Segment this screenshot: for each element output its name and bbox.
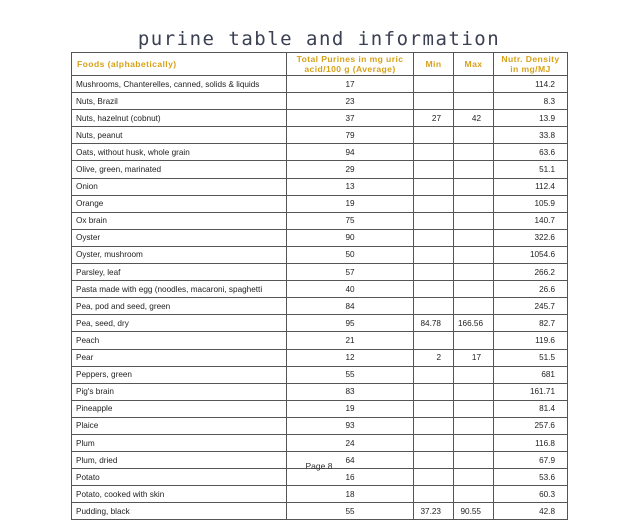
max-cell bbox=[454, 281, 494, 298]
max-cell bbox=[454, 469, 494, 486]
table-row bbox=[72, 383, 568, 400]
food-cell: Peach bbox=[72, 332, 287, 349]
max-cell bbox=[454, 246, 494, 263]
food-cell: Potato, cooked with skin bbox=[72, 486, 287, 503]
min-cell: 2 bbox=[414, 349, 454, 366]
min-cell bbox=[414, 93, 454, 110]
table-row bbox=[72, 298, 568, 315]
total-purines-cell: 90 bbox=[287, 229, 414, 246]
header-nutrient-density: Nutr. Density in mg/MJ bbox=[494, 53, 568, 76]
total-purines-cell: 13 bbox=[287, 178, 414, 195]
table-row bbox=[72, 417, 568, 434]
total-purines-cell: 55 bbox=[287, 366, 414, 383]
header-foods: Foods (alphabetically) bbox=[72, 53, 287, 76]
table-row bbox=[72, 349, 568, 366]
food-cell: Oyster bbox=[72, 229, 287, 246]
food-cell: Plum, dried bbox=[72, 452, 287, 469]
total-purines-cell: 16 bbox=[287, 469, 414, 486]
nutrient-density-cell: 257.6 bbox=[494, 417, 568, 434]
min-cell bbox=[414, 400, 454, 417]
table-row bbox=[72, 178, 568, 195]
header-total-purines: Total Purines in mg uric acid/100 g (Average) bbox=[287, 53, 414, 76]
nutrient-density-cell: 266.2 bbox=[494, 264, 568, 281]
nutrient-density-cell: 81.4 bbox=[494, 400, 568, 417]
food-cell: Orange bbox=[72, 195, 287, 212]
table-row bbox=[72, 315, 568, 332]
max-cell bbox=[454, 178, 494, 195]
nutrient-density-cell: 63.6 bbox=[494, 144, 568, 161]
total-purines-cell: 75 bbox=[287, 212, 414, 229]
food-cell: Nuts, peanut bbox=[72, 127, 287, 144]
table-body bbox=[72, 76, 568, 520]
table-row bbox=[72, 400, 568, 417]
min-cell bbox=[414, 195, 454, 212]
min-cell bbox=[414, 178, 454, 195]
nutrient-density-cell: 161.71 bbox=[494, 383, 568, 400]
table-row bbox=[72, 264, 568, 281]
nutrient-density-cell: 51.1 bbox=[494, 161, 568, 178]
nutrient-density-cell: 322.6 bbox=[494, 229, 568, 246]
table-row bbox=[72, 93, 568, 110]
total-purines-cell: 79 bbox=[287, 127, 414, 144]
table-row bbox=[72, 76, 568, 93]
max-cell bbox=[454, 212, 494, 229]
max-cell bbox=[454, 486, 494, 503]
total-purines-cell: 19 bbox=[287, 400, 414, 417]
nutrient-density-cell: 13.9 bbox=[494, 110, 568, 127]
max-cell bbox=[454, 229, 494, 246]
food-cell: Olive, green, marinated bbox=[72, 161, 287, 178]
total-purines-cell: 84 bbox=[287, 298, 414, 315]
nutrient-density-cell: 42.8 bbox=[494, 503, 568, 520]
max-cell bbox=[454, 298, 494, 315]
header-max: Max bbox=[454, 53, 494, 76]
total-purines-cell: 83 bbox=[287, 383, 414, 400]
total-purines-cell: 64 bbox=[287, 452, 414, 469]
food-cell: Onion bbox=[72, 178, 287, 195]
max-cell bbox=[454, 400, 494, 417]
food-cell: Parsley, leaf bbox=[72, 264, 287, 281]
total-purines-cell: 37 bbox=[287, 110, 414, 127]
min-cell bbox=[414, 486, 454, 503]
max-cell bbox=[454, 434, 494, 451]
nutrient-density-cell: 26.6 bbox=[494, 281, 568, 298]
table-row bbox=[72, 503, 568, 520]
nutrient-density-cell: 51.5 bbox=[494, 349, 568, 366]
min-cell bbox=[414, 281, 454, 298]
max-cell bbox=[454, 366, 494, 383]
food-cell: Pear bbox=[72, 349, 287, 366]
nutrient-density-cell: 112.4 bbox=[494, 178, 568, 195]
food-cell: Nuts, hazelnut (cobnut) bbox=[72, 110, 287, 127]
max-cell bbox=[454, 76, 494, 93]
table-row bbox=[72, 281, 568, 298]
purine-table bbox=[71, 52, 568, 520]
min-cell: 84.78 bbox=[414, 315, 454, 332]
nutrient-density-cell: 114.2 bbox=[494, 76, 568, 93]
total-purines-cell: 17 bbox=[287, 76, 414, 93]
nutrient-density-cell: 105.9 bbox=[494, 195, 568, 212]
total-purines-cell: 40 bbox=[287, 281, 414, 298]
table-row bbox=[72, 469, 568, 486]
total-purines-cell: 55 bbox=[287, 503, 414, 520]
total-purines-cell: 19 bbox=[287, 195, 414, 212]
nutrient-density-cell: 8.3 bbox=[494, 93, 568, 110]
total-purines-cell: 24 bbox=[287, 434, 414, 451]
food-cell: Pudding, black bbox=[72, 503, 287, 520]
total-purines-cell: 93 bbox=[287, 417, 414, 434]
food-cell: Pineapple bbox=[72, 400, 287, 417]
table-row bbox=[72, 246, 568, 263]
header-row bbox=[72, 53, 568, 76]
table-row bbox=[72, 486, 568, 503]
max-cell bbox=[454, 144, 494, 161]
food-cell: Pea, pod and seed, green bbox=[72, 298, 287, 315]
min-cell bbox=[414, 332, 454, 349]
max-cell: 166.56 bbox=[454, 315, 494, 332]
min-cell bbox=[414, 417, 454, 434]
table-row bbox=[72, 144, 568, 161]
food-cell: Potato bbox=[72, 469, 287, 486]
total-purines-cell: 50 bbox=[287, 246, 414, 263]
nutrient-density-cell: 681 bbox=[494, 366, 568, 383]
nutrient-density-cell: 140.7 bbox=[494, 212, 568, 229]
header-min: Min bbox=[414, 53, 454, 76]
total-purines-cell: 94 bbox=[287, 144, 414, 161]
max-cell: 42 bbox=[454, 110, 494, 127]
min-cell bbox=[414, 76, 454, 93]
food-cell: Pea, seed, dry bbox=[72, 315, 287, 332]
min-cell bbox=[414, 264, 454, 281]
food-cell: Pig's brain bbox=[72, 383, 287, 400]
table-row bbox=[72, 366, 568, 383]
food-cell: Nuts, Brazil bbox=[72, 93, 287, 110]
nutrient-density-cell: 53.6 bbox=[494, 469, 568, 486]
min-cell bbox=[414, 366, 454, 383]
min-cell bbox=[414, 229, 454, 246]
page-title: purine table and information bbox=[137, 28, 501, 50]
max-cell bbox=[454, 264, 494, 281]
food-cell: Plaice bbox=[72, 417, 287, 434]
min-cell bbox=[414, 161, 454, 178]
table-row bbox=[72, 161, 568, 178]
min-cell bbox=[414, 434, 454, 451]
nutrient-density-cell: 82.7 bbox=[494, 315, 568, 332]
total-purines-cell: 95 bbox=[287, 315, 414, 332]
max-cell bbox=[454, 93, 494, 110]
table-row bbox=[72, 332, 568, 349]
table-row bbox=[72, 434, 568, 451]
max-cell: 17 bbox=[454, 349, 494, 366]
table-row bbox=[72, 229, 568, 246]
nutrient-density-cell: 60.3 bbox=[494, 486, 568, 503]
table-header bbox=[72, 53, 568, 76]
max-cell bbox=[454, 417, 494, 434]
table-row bbox=[72, 195, 568, 212]
nutrient-density-cell: 33.8 bbox=[494, 127, 568, 144]
max-cell bbox=[454, 383, 494, 400]
total-purines-cell: 21 bbox=[287, 332, 414, 349]
max-cell bbox=[454, 161, 494, 178]
nutrient-density-cell: 245.7 bbox=[494, 298, 568, 315]
nutrient-density-cell: 67.9 bbox=[494, 452, 568, 469]
food-cell: Plum bbox=[72, 434, 287, 451]
table-row bbox=[72, 110, 568, 127]
min-cell bbox=[414, 212, 454, 229]
max-cell bbox=[454, 127, 494, 144]
max-cell bbox=[454, 332, 494, 349]
min-cell: 27 bbox=[414, 110, 454, 127]
food-cell: Pasta made with egg (noodles, macaroni, spaghetti bbox=[72, 281, 287, 298]
nutrient-density-cell: 119.6 bbox=[494, 332, 568, 349]
food-cell: Mushrooms, Chanterelles, canned, solids & liquids bbox=[72, 76, 287, 93]
min-cell bbox=[414, 298, 454, 315]
min-cell bbox=[414, 246, 454, 263]
nutrient-density-cell: 116.8 bbox=[494, 434, 568, 451]
max-cell bbox=[454, 195, 494, 212]
food-cell: Peppers, green bbox=[72, 366, 287, 383]
table-row bbox=[72, 127, 568, 144]
total-purines-cell: 29 bbox=[287, 161, 414, 178]
max-cell: 90.55 bbox=[454, 503, 494, 520]
min-cell bbox=[414, 383, 454, 400]
table-row bbox=[72, 212, 568, 229]
total-purines-cell: 18 bbox=[287, 486, 414, 503]
page-number: Page 8 bbox=[305, 461, 333, 471]
food-cell: Ox brain bbox=[72, 212, 287, 229]
total-purines-cell: 23 bbox=[287, 93, 414, 110]
min-cell bbox=[414, 127, 454, 144]
nutrient-density-cell: 1054.6 bbox=[494, 246, 568, 263]
total-purines-cell: 57 bbox=[287, 264, 414, 281]
food-cell: Oats, without husk, whole grain bbox=[72, 144, 287, 161]
total-purines-cell: 12 bbox=[287, 349, 414, 366]
food-cell: Oyster, mushroom bbox=[72, 246, 287, 263]
min-cell bbox=[414, 144, 454, 161]
min-cell bbox=[414, 469, 454, 486]
min-cell: 37.23 bbox=[414, 503, 454, 520]
